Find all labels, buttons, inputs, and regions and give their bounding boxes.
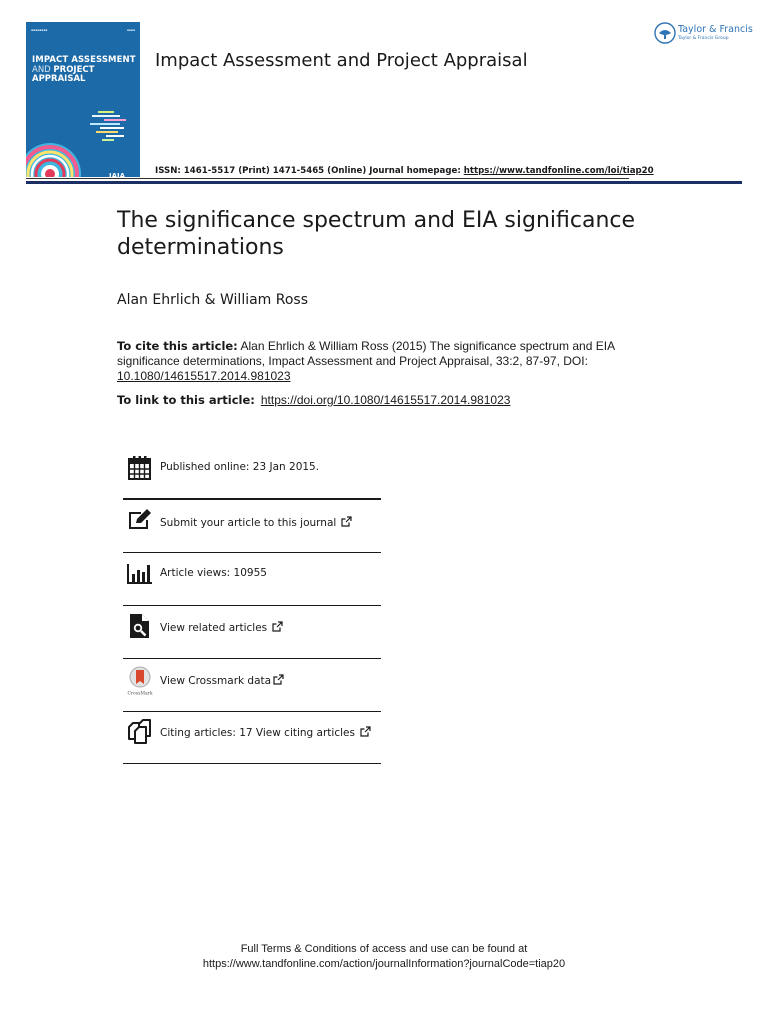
external-link-icon: [341, 516, 352, 527]
citation-label: To cite this article:: [117, 339, 238, 353]
info-divider: [123, 498, 381, 500]
crossmark-text: View Crossmark data: [160, 675, 272, 687]
citation-block: [117, 339, 657, 384]
article-authors: Alan Ehrlich & William Ross: [117, 292, 309, 308]
published-online-text: Published online: 23 Jan 2015.: [160, 461, 320, 473]
journal-cover-image: [26, 22, 140, 177]
citing-articles-text: Citing articles: 17 View citing articles: [160, 727, 355, 739]
info-divider: [123, 763, 381, 764]
publisher-name: Taylor & Francis: [678, 24, 753, 35]
crossmark-icon-label: CrossMark: [127, 691, 153, 696]
info-divider: [123, 711, 381, 712]
article-title: The significance spectrum and EIA significance determinations: [117, 208, 636, 260]
cover-title-and: AND: [32, 65, 54, 75]
citing-articles-link[interactable]: [160, 726, 371, 739]
related-articles-text: View related articles: [160, 622, 268, 634]
cover-iaia-mark: IAIA: [109, 172, 126, 177]
external-link-icon: [273, 674, 284, 685]
article-link-block: [117, 393, 510, 407]
publisher-group: Taylor & Francis Group: [678, 36, 729, 41]
header-divider: [26, 181, 742, 184]
document-search-icon: [127, 613, 153, 639]
article-link-label: To link to this article:: [117, 393, 255, 407]
citing-documents-icon: [127, 719, 153, 745]
cover-title-main: PROJECT APPRAISAL: [32, 65, 95, 84]
calendar-icon: [127, 455, 153, 481]
cover-title-line2: [32, 66, 140, 83]
citation-text: Alan Ehrlich & William Ross (2015) The significance spectrum and EIA significance determinations, Impact Assessment and Project Appraisal, 33:2, 87-97, DOI:: [117, 339, 615, 368]
cover-title-line1: IMPACT ASSESSMENT: [32, 55, 136, 65]
article-doi-url[interactable]: https://doi.org/10.1080/14615517.2014.981023: [260, 393, 511, 407]
terms-footer-line1: Full Terms & Conditions of access and use can be found at: [240, 943, 528, 955]
external-link-icon: [272, 621, 283, 632]
external-link-icon: [360, 726, 371, 737]
issn-line: [155, 166, 654, 176]
terms-footer-url[interactable]: https://www.tandfonline.com/action/journalInformation?journalCode=tiap20: [202, 958, 566, 970]
related-articles-link[interactable]: [160, 621, 283, 634]
submit-article-link[interactable]: [160, 516, 352, 529]
edit-pencil-icon: [127, 508, 153, 534]
submit-article-text: Submit your article to this journal: [160, 517, 337, 529]
terms-footer: [0, 942, 768, 972]
info-divider: [123, 658, 381, 659]
crossmark-icon: [127, 666, 153, 696]
bar-chart-icon: [127, 561, 153, 587]
issn-text: ISSN: 1461-5517 (Print) 1471-5465 (Online) Journal homepage:: [155, 166, 464, 176]
taylor-francis-logo[interactable]: [654, 22, 753, 48]
cover-word-cloud: [84, 110, 134, 144]
info-divider: [123, 605, 381, 606]
article-views-text: Article views: 10955: [160, 567, 267, 579]
info-divider: [123, 552, 381, 553]
header-thin-divider: [26, 178, 629, 179]
cover-top-strip: ▪▪▪▪▪▪▪▪ ▪▪▪▪: [31, 28, 135, 32]
journal-title: Impact Assessment and Project Appraisal: [155, 50, 528, 71]
crossmark-link[interactable]: [160, 674, 284, 687]
cover-ring-graphic: [26, 142, 82, 177]
journal-homepage-link[interactable]: https://www.tandfonline.com/loi/tiap20: [463, 166, 654, 176]
taylor-francis-lamp-icon: [654, 22, 676, 44]
citation-doi-link[interactable]: 10.1080/14615517.2014.981023: [117, 369, 291, 383]
